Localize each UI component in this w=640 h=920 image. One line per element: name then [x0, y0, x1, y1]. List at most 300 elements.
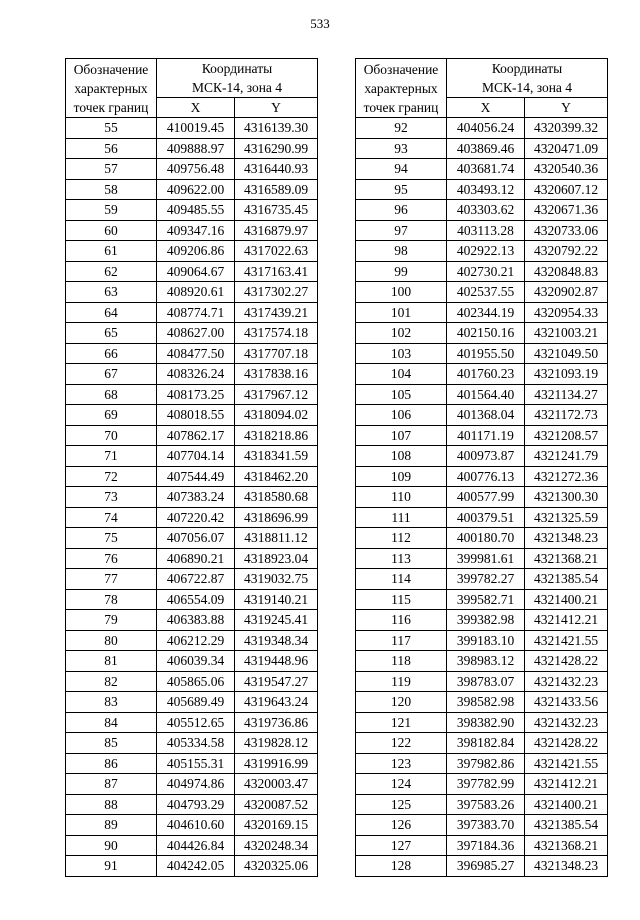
y-coordinate-cell: 4319032.75 — [235, 569, 318, 590]
point-number-cell: 100 — [356, 282, 447, 303]
header-line: Координаты — [201, 61, 273, 76]
y-coordinate-cell: 4321093.19 — [525, 364, 608, 385]
table-row — [356, 528, 608, 549]
y-coordinate-cell: 4317574.18 — [235, 323, 318, 344]
point-number-cell: 93 — [356, 138, 447, 159]
y-coordinate-cell: 4317967.12 — [235, 384, 318, 405]
y-coordinate-cell: 4317022.63 — [235, 241, 318, 262]
header-line: Обозначение — [73, 61, 149, 77]
y-coordinate-cell: 4320003.47 — [235, 774, 318, 795]
y-coordinate-cell: 4317439.21 — [235, 302, 318, 323]
y-coordinate-cell: 4318923.04 — [235, 548, 318, 569]
table-row — [66, 507, 318, 528]
point-number-cell: 103 — [356, 343, 447, 364]
y-coordinate-cell: 4318462.20 — [235, 466, 318, 487]
point-column-header — [66, 59, 157, 118]
table-row — [356, 774, 608, 795]
point-number-cell: 71 — [66, 446, 157, 467]
x-coordinate-cell: 410019.45 — [157, 118, 235, 139]
x-coordinate-cell: 398783.07 — [447, 671, 525, 692]
y-coordinate-cell: 4316735.45 — [235, 200, 318, 221]
point-number-cell: 63 — [66, 282, 157, 303]
coordinates-header — [157, 59, 318, 98]
point-number-cell: 85 — [66, 733, 157, 754]
point-number-cell: 67 — [66, 364, 157, 385]
table-row — [356, 118, 608, 139]
x-coordinate-cell: 409347.16 — [157, 220, 235, 241]
point-number-cell: 104 — [356, 364, 447, 385]
table-row — [356, 405, 608, 426]
y-coordinate-cell: 4321300.30 — [525, 487, 608, 508]
point-number-cell: 107 — [356, 425, 447, 446]
point-number-cell: 116 — [356, 610, 447, 631]
x-coordinate-cell: 401171.19 — [447, 425, 525, 446]
table-row — [66, 425, 318, 446]
point-number-cell: 77 — [66, 569, 157, 590]
x-coordinate-cell: 404056.24 — [447, 118, 525, 139]
point-number-cell: 60 — [66, 220, 157, 241]
point-number-cell: 99 — [356, 261, 447, 282]
header-line: МСК-14, зона 4 — [481, 80, 573, 95]
x-column-header: X — [157, 98, 235, 118]
x-coordinate-cell: 407862.17 — [157, 425, 235, 446]
table-row — [356, 815, 608, 836]
y-coordinate-cell: 4320087.52 — [235, 794, 318, 815]
table-row — [66, 651, 318, 672]
y-coordinate-cell: 4321368.21 — [525, 548, 608, 569]
y-coordinate-cell: 4321003.21 — [525, 323, 608, 344]
point-number-cell: 84 — [66, 712, 157, 733]
table-row — [356, 466, 608, 487]
x-coordinate-cell: 398582.98 — [447, 692, 525, 713]
point-number-cell: 64 — [66, 302, 157, 323]
point-number-cell: 128 — [356, 856, 447, 877]
point-number-cell: 117 — [356, 630, 447, 651]
y-coordinate-cell: 4321134.27 — [525, 384, 608, 405]
y-column-header: Y — [235, 98, 318, 118]
x-coordinate-cell: 408018.55 — [157, 405, 235, 426]
y-coordinate-cell: 4321400.21 — [525, 589, 608, 610]
table-row — [66, 282, 318, 303]
point-number-cell: 65 — [66, 323, 157, 344]
table-row — [66, 261, 318, 282]
page-number: 533 — [310, 16, 330, 31]
x-coordinate-cell: 406212.29 — [157, 630, 235, 651]
x-coordinate-cell: 402537.55 — [447, 282, 525, 303]
x-coordinate-cell: 404242.05 — [157, 856, 235, 877]
y-coordinate-cell: 4320792.22 — [525, 241, 608, 262]
point-number-cell: 124 — [356, 774, 447, 795]
table-row — [66, 528, 318, 549]
y-coordinate-cell: 4316139.30 — [235, 118, 318, 139]
y-coordinate-cell: 4319348.34 — [235, 630, 318, 651]
x-coordinate-cell: 404974.86 — [157, 774, 235, 795]
x-coordinate-cell: 403493.12 — [447, 179, 525, 200]
x-coordinate-cell: 409756.48 — [157, 159, 235, 180]
table-row — [66, 794, 318, 815]
table-row — [66, 405, 318, 426]
point-number-cell: 90 — [66, 835, 157, 856]
x-coordinate-cell: 408477.50 — [157, 343, 235, 364]
point-number-cell: 83 — [66, 692, 157, 713]
point-number-cell: 115 — [356, 589, 447, 610]
coordinates-table-left — [65, 58, 318, 877]
x-coordinate-cell: 405512.65 — [157, 712, 235, 733]
table-row — [66, 118, 318, 139]
table-row — [356, 384, 608, 405]
y-coordinate-cell: 4321432.23 — [525, 671, 608, 692]
coordinates-table-right — [355, 58, 608, 877]
x-coordinate-cell: 402344.19 — [447, 302, 525, 323]
point-number-cell: 112 — [356, 528, 447, 549]
y-coordinate-cell: 4321412.21 — [525, 610, 608, 631]
y-coordinate-cell: 4317838.16 — [235, 364, 318, 385]
y-coordinate-cell: 4320733.06 — [525, 220, 608, 241]
x-coordinate-cell: 408326.24 — [157, 364, 235, 385]
table-row — [66, 610, 318, 631]
point-number-cell: 86 — [66, 753, 157, 774]
y-coordinate-cell: 4319547.27 — [235, 671, 318, 692]
x-coordinate-cell: 408173.25 — [157, 384, 235, 405]
table-row — [356, 712, 608, 733]
y-coordinate-cell: 4320848.83 — [525, 261, 608, 282]
y-coordinate-cell: 4321400.21 — [525, 794, 608, 815]
x-coordinate-cell: 397782.99 — [447, 774, 525, 795]
table-row — [356, 302, 608, 323]
table-row — [356, 261, 608, 282]
point-number-cell: 102 — [356, 323, 447, 344]
table-body — [66, 59, 318, 877]
table-row — [66, 548, 318, 569]
x-coordinate-cell: 405865.06 — [157, 671, 235, 692]
table-body — [356, 59, 608, 877]
point-number-cell: 91 — [66, 856, 157, 877]
point-number-cell: 95 — [356, 179, 447, 200]
table-row — [356, 282, 608, 303]
point-number-cell: 101 — [356, 302, 447, 323]
point-number-cell: 59 — [66, 200, 157, 221]
y-coordinate-cell: 4320540.36 — [525, 159, 608, 180]
table-row — [66, 712, 318, 733]
point-number-cell: 72 — [66, 466, 157, 487]
point-number-cell: 96 — [356, 200, 447, 221]
x-coordinate-cell: 406039.34 — [157, 651, 235, 672]
table-row — [356, 323, 608, 344]
point-number-cell: 89 — [66, 815, 157, 836]
point-number-cell: 125 — [356, 794, 447, 815]
point-number-cell: 75 — [66, 528, 157, 549]
table-row — [356, 179, 608, 200]
x-coordinate-cell: 406383.88 — [157, 610, 235, 631]
x-coordinate-cell: 405689.49 — [157, 692, 235, 713]
x-coordinate-cell: 401955.50 — [447, 343, 525, 364]
x-coordinate-cell: 401368.04 — [447, 405, 525, 426]
point-number-cell: 66 — [66, 343, 157, 364]
table-row — [66, 446, 318, 467]
y-coordinate-cell: 4321272.36 — [525, 466, 608, 487]
y-coordinate-cell: 4321432.23 — [525, 712, 608, 733]
table-row — [66, 241, 318, 262]
point-number-cell: 78 — [66, 589, 157, 610]
header-line: характерных — [364, 80, 438, 96]
table-row — [356, 733, 608, 754]
table-row — [66, 179, 318, 200]
table-row — [356, 507, 608, 528]
point-number-cell: 113 — [356, 548, 447, 569]
x-coordinate-cell: 409622.00 — [157, 179, 235, 200]
y-coordinate-cell: 4321368.21 — [525, 835, 608, 856]
y-coordinate-cell: 4320169.15 — [235, 815, 318, 836]
x-coordinate-cell: 406554.09 — [157, 589, 235, 610]
point-number-cell: 92 — [356, 118, 447, 139]
point-number-cell: 69 — [66, 405, 157, 426]
y-coordinate-cell: 4321421.55 — [525, 753, 608, 774]
y-coordinate-cell: 4318341.59 — [235, 446, 318, 467]
y-coordinate-cell: 4320471.09 — [525, 138, 608, 159]
x-coordinate-cell: 400776.13 — [447, 466, 525, 487]
y-coordinate-cell: 4319736.86 — [235, 712, 318, 733]
y-coordinate-cell: 4321241.79 — [525, 446, 608, 467]
table-row — [66, 159, 318, 180]
table-row — [356, 138, 608, 159]
x-coordinate-cell: 407383.24 — [157, 487, 235, 508]
x-coordinate-cell: 397383.70 — [447, 815, 525, 836]
y-coordinate-cell: 4321049.50 — [525, 343, 608, 364]
header-line: точек границ — [363, 99, 439, 115]
point-number-cell: 62 — [66, 261, 157, 282]
table-row — [66, 384, 318, 405]
x-coordinate-cell: 409485.55 — [157, 200, 235, 221]
table-row — [66, 692, 318, 713]
x-coordinate-cell: 400180.70 — [447, 528, 525, 549]
x-coordinate-cell: 407220.42 — [157, 507, 235, 528]
x-coordinate-cell: 400379.51 — [447, 507, 525, 528]
point-number-cell: 98 — [356, 241, 447, 262]
table-row — [356, 856, 608, 877]
point-number-cell: 82 — [66, 671, 157, 692]
x-coordinate-cell: 403869.46 — [447, 138, 525, 159]
table-row — [356, 548, 608, 569]
point-number-cell: 76 — [66, 548, 157, 569]
y-coordinate-cell: 4319245.41 — [235, 610, 318, 631]
x-coordinate-cell: 401760.23 — [447, 364, 525, 385]
y-coordinate-cell: 4317302.27 — [235, 282, 318, 303]
y-coordinate-cell: 4321208.57 — [525, 425, 608, 446]
table-row — [66, 856, 318, 877]
table-row — [356, 671, 608, 692]
table-row — [356, 794, 608, 815]
table-row — [66, 671, 318, 692]
table-row — [66, 364, 318, 385]
x-coordinate-cell: 399382.98 — [447, 610, 525, 631]
y-coordinate-cell: 4318094.02 — [235, 405, 318, 426]
y-coordinate-cell: 4320325.06 — [235, 856, 318, 877]
x-coordinate-cell: 406722.87 — [157, 569, 235, 590]
point-number-cell: 56 — [66, 138, 157, 159]
y-coordinate-cell: 4321385.54 — [525, 815, 608, 836]
y-coordinate-cell: 4320399.32 — [525, 118, 608, 139]
header-line: Обозначение — [363, 61, 439, 77]
header-row — [356, 59, 608, 98]
x-coordinate-cell: 408627.00 — [157, 323, 235, 344]
header-line: Координаты — [491, 61, 563, 76]
x-coordinate-cell: 399582.71 — [447, 589, 525, 610]
y-coordinate-cell: 4321428.22 — [525, 733, 608, 754]
table-row — [356, 630, 608, 651]
y-coordinate-cell: 4321348.23 — [525, 856, 608, 877]
x-coordinate-cell: 398382.90 — [447, 712, 525, 733]
point-number-cell: 122 — [356, 733, 447, 754]
x-coordinate-cell: 403113.28 — [447, 220, 525, 241]
y-coordinate-cell: 4321421.55 — [525, 630, 608, 651]
x-coordinate-cell: 407056.07 — [157, 528, 235, 549]
point-number-cell: 88 — [66, 794, 157, 815]
header-line: МСК-14, зона 4 — [191, 80, 283, 95]
y-coordinate-cell: 4318696.99 — [235, 507, 318, 528]
point-number-cell: 61 — [66, 241, 157, 262]
y-coordinate-cell: 4320607.12 — [525, 179, 608, 200]
x-coordinate-cell: 409064.67 — [157, 261, 235, 282]
table-row — [356, 835, 608, 856]
x-coordinate-cell: 403681.74 — [447, 159, 525, 180]
y-coordinate-cell: 4319448.96 — [235, 651, 318, 672]
point-number-cell: 81 — [66, 651, 157, 672]
table-row — [66, 466, 318, 487]
point-column-header — [356, 59, 447, 118]
y-coordinate-cell: 4320248.34 — [235, 835, 318, 856]
point-number-cell: 70 — [66, 425, 157, 446]
table-row — [356, 200, 608, 221]
y-coordinate-cell: 4319643.24 — [235, 692, 318, 713]
coordinates-header — [447, 59, 608, 98]
x-coordinate-cell: 409888.97 — [157, 138, 235, 159]
point-number-cell: 127 — [356, 835, 447, 856]
table-row — [66, 815, 318, 836]
x-coordinate-cell: 397583.26 — [447, 794, 525, 815]
point-number-cell: 108 — [356, 446, 447, 467]
y-coordinate-cell: 4321325.59 — [525, 507, 608, 528]
y-coordinate-cell: 4318580.68 — [235, 487, 318, 508]
x-coordinate-cell: 397184.36 — [447, 835, 525, 856]
point-number-cell: 80 — [66, 630, 157, 651]
point-number-cell: 114 — [356, 569, 447, 590]
table-row — [66, 200, 318, 221]
x-coordinate-cell: 407704.14 — [157, 446, 235, 467]
x-coordinate-cell: 399981.61 — [447, 548, 525, 569]
x-coordinate-cell: 404610.60 — [157, 815, 235, 836]
point-number-cell: 121 — [356, 712, 447, 733]
y-coordinate-cell: 4320902.87 — [525, 282, 608, 303]
y-coordinate-cell: 4316879.97 — [235, 220, 318, 241]
point-number-cell: 111 — [356, 507, 447, 528]
y-coordinate-cell: 4318218.86 — [235, 425, 318, 446]
point-number-cell: 126 — [356, 815, 447, 836]
point-number-cell: 105 — [356, 384, 447, 405]
point-number-cell: 110 — [356, 487, 447, 508]
point-number-cell: 55 — [66, 118, 157, 139]
x-coordinate-cell: 403303.62 — [447, 200, 525, 221]
y-coordinate-cell: 4316440.93 — [235, 159, 318, 180]
table-row — [356, 159, 608, 180]
point-number-cell: 123 — [356, 753, 447, 774]
point-number-cell: 58 — [66, 179, 157, 200]
table-row — [356, 692, 608, 713]
table-row — [356, 425, 608, 446]
point-number-cell: 68 — [66, 384, 157, 405]
point-number-cell: 94 — [356, 159, 447, 180]
table-row — [356, 364, 608, 385]
x-coordinate-cell: 399183.10 — [447, 630, 525, 651]
point-number-cell: 119 — [356, 671, 447, 692]
table-row — [66, 138, 318, 159]
x-coordinate-cell: 408920.61 — [157, 282, 235, 303]
y-coordinate-cell: 4319916.99 — [235, 753, 318, 774]
table-row — [356, 651, 608, 672]
y-coordinate-cell: 4320954.33 — [525, 302, 608, 323]
table-row — [66, 733, 318, 754]
table-row — [66, 630, 318, 651]
y-coordinate-cell: 4319828.12 — [235, 733, 318, 754]
header-line: точек границ — [73, 99, 149, 115]
x-coordinate-cell: 409206.86 — [157, 241, 235, 262]
x-coordinate-cell: 402730.21 — [447, 261, 525, 282]
x-coordinate-cell: 405155.31 — [157, 753, 235, 774]
x-coordinate-cell: 406890.21 — [157, 548, 235, 569]
y-coordinate-cell: 4321172.73 — [525, 405, 608, 426]
point-number-cell: 97 — [356, 220, 447, 241]
table-row — [356, 487, 608, 508]
point-number-cell: 118 — [356, 651, 447, 672]
table-row — [66, 343, 318, 364]
x-coordinate-cell: 402922.13 — [447, 241, 525, 262]
table-row — [356, 220, 608, 241]
y-coordinate-cell: 4318811.12 — [235, 528, 318, 549]
table-row — [66, 323, 318, 344]
x-coordinate-cell: 407544.49 — [157, 466, 235, 487]
y-coordinate-cell: 4316589.09 — [235, 179, 318, 200]
table-row — [66, 220, 318, 241]
table-row — [356, 241, 608, 262]
point-number-cell: 109 — [356, 466, 447, 487]
y-coordinate-cell: 4317707.18 — [235, 343, 318, 364]
y-coordinate-cell: 4321385.54 — [525, 569, 608, 590]
point-number-cell: 74 — [66, 507, 157, 528]
table-row — [356, 446, 608, 467]
y-coordinate-cell: 4317163.41 — [235, 261, 318, 282]
point-number-cell: 120 — [356, 692, 447, 713]
point-number-cell: 57 — [66, 159, 157, 180]
table-row — [66, 589, 318, 610]
y-coordinate-cell: 4321433.56 — [525, 692, 608, 713]
table-row — [356, 343, 608, 364]
table-row — [356, 589, 608, 610]
table-row — [356, 569, 608, 590]
table-row — [66, 835, 318, 856]
header-row — [66, 59, 318, 98]
x-coordinate-cell: 408774.71 — [157, 302, 235, 323]
point-number-cell: 73 — [66, 487, 157, 508]
table-row — [356, 610, 608, 631]
x-coordinate-cell: 398983.12 — [447, 651, 525, 672]
point-number-cell: 79 — [66, 610, 157, 631]
x-coordinate-cell: 400973.87 — [447, 446, 525, 467]
x-coordinate-cell: 401564.40 — [447, 384, 525, 405]
x-coordinate-cell: 402150.16 — [447, 323, 525, 344]
table-row — [66, 753, 318, 774]
y-coordinate-cell: 4319140.21 — [235, 589, 318, 610]
table-row — [66, 487, 318, 508]
table-row — [66, 569, 318, 590]
